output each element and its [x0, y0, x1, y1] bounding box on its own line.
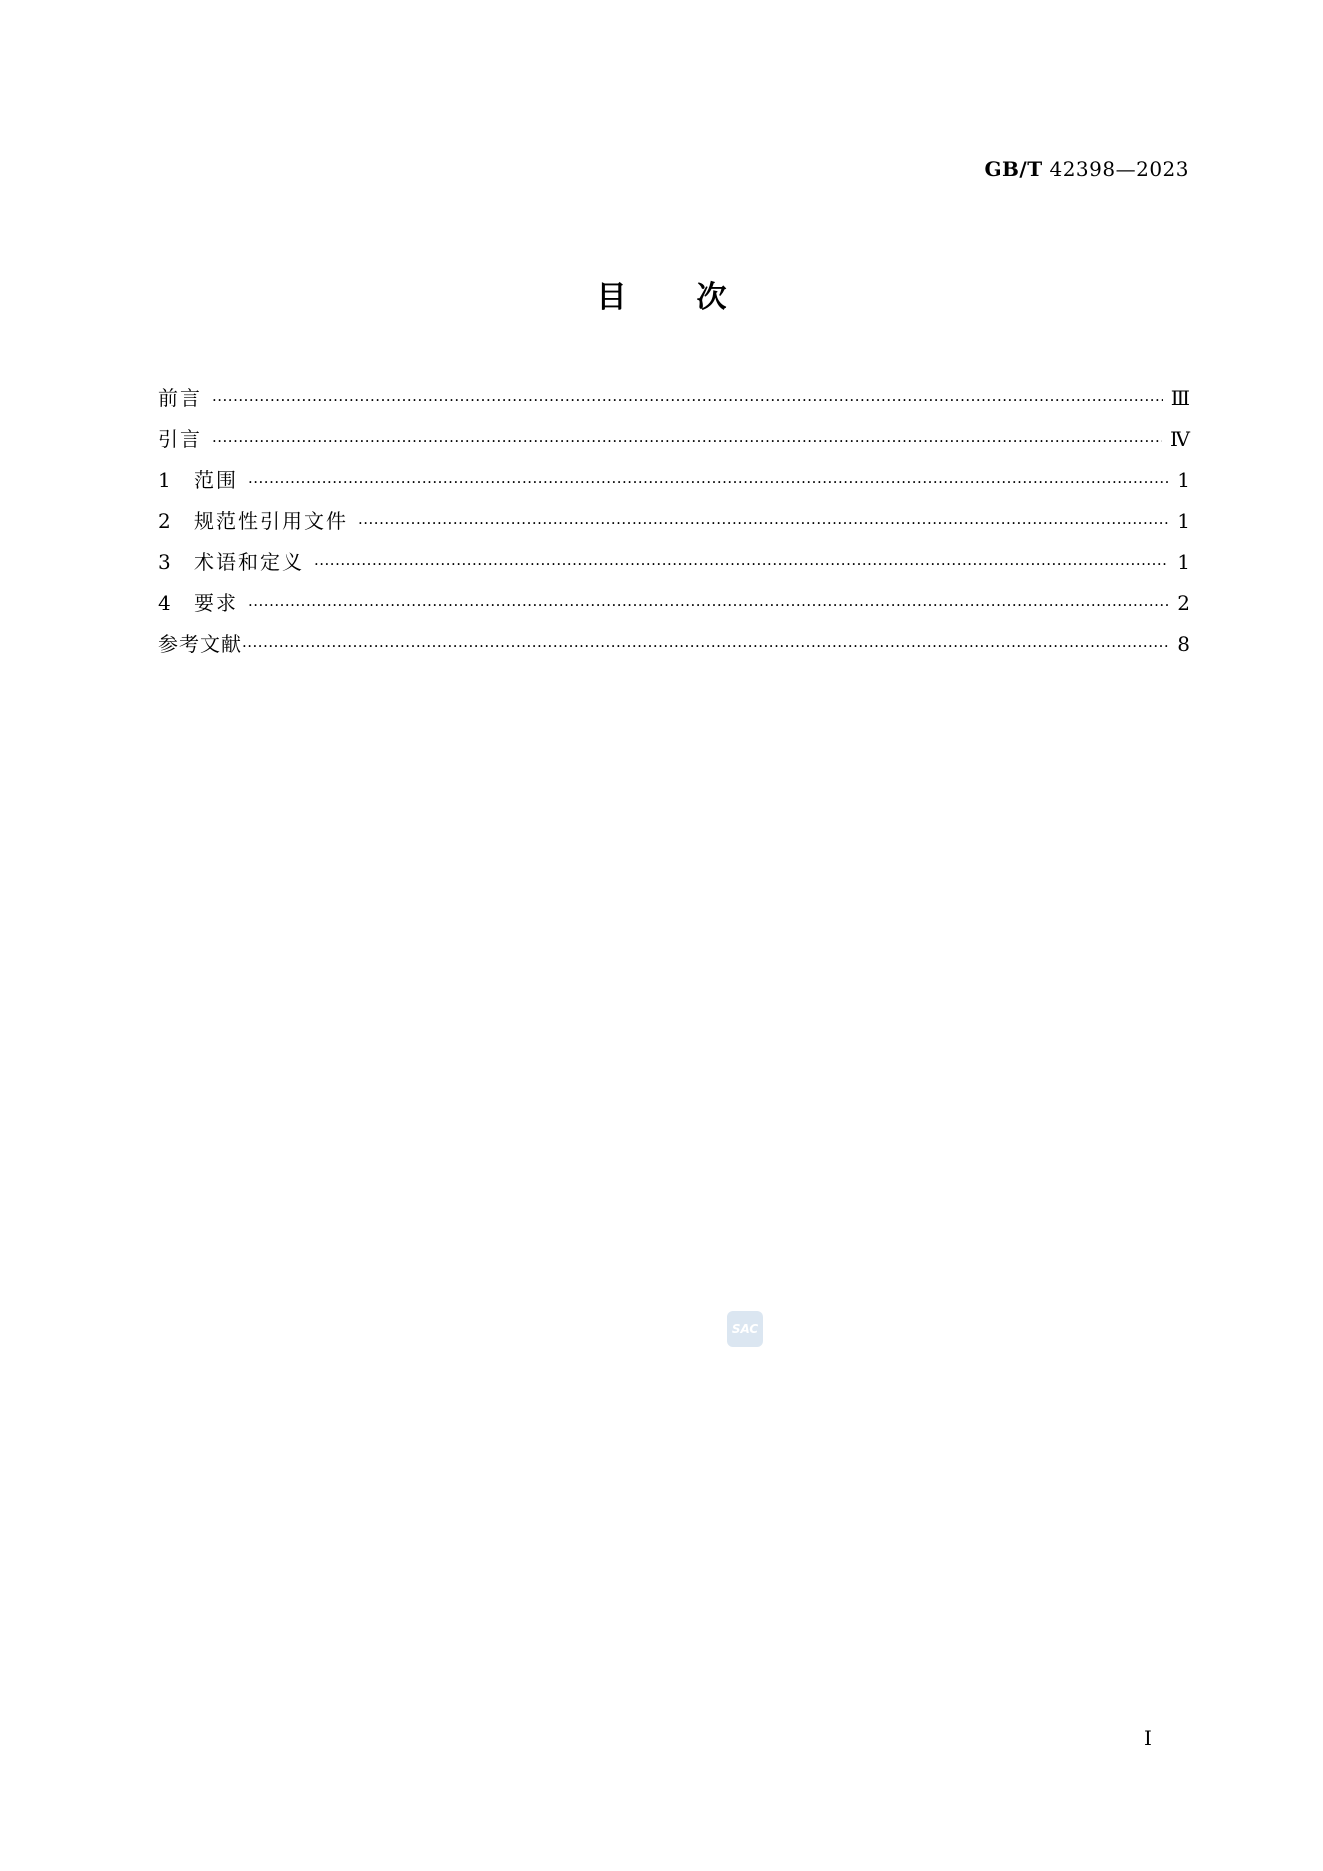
toc-entry-number: 2	[158, 509, 171, 533]
toc-entry-foreword[interactable]	[158, 378, 1190, 419]
toc-entry-scope[interactable]	[158, 460, 1190, 501]
toc-entry-label: 要求	[194, 591, 238, 615]
dot-leader	[358, 503, 1168, 544]
toc-entry-page: Ⅲ	[1170, 386, 1190, 410]
dot-leader	[212, 421, 1162, 462]
toc-entry-label: 引言	[158, 427, 202, 451]
sac-watermark-logo	[727, 1311, 763, 1347]
toc-entry-page: 1	[1177, 550, 1190, 574]
toc-entry-label: 规范性引用文件	[194, 509, 348, 533]
toc-entry-bibliography[interactable]	[158, 624, 1190, 665]
page-number: Ⅰ	[1144, 1726, 1152, 1750]
toc-entry-page: 1	[1177, 468, 1190, 492]
toc-entry-page: Ⅳ	[1170, 427, 1190, 451]
dot-leader	[248, 462, 1168, 503]
watermark-text: SAC	[731, 1322, 759, 1336]
toc-entry-introduction[interactable]	[158, 419, 1190, 460]
table-of-contents	[158, 378, 1190, 665]
toc-entry-label: 参考文献	[158, 632, 242, 656]
dot-leader	[212, 380, 1163, 421]
toc-entry-terms-definitions[interactable]	[158, 542, 1190, 583]
toc-entry-label: 前言	[158, 386, 202, 410]
toc-entry-number: 3	[158, 550, 171, 574]
toc-entry-label: 范围	[194, 468, 238, 492]
page-title	[0, 272, 1323, 316]
title-char-2: 次	[696, 280, 727, 315]
dot-leader	[242, 626, 1168, 667]
standard-prefix: GB/T	[984, 157, 1043, 181]
title-char-1: 目	[596, 280, 627, 315]
toc-entry-number: 1	[158, 468, 171, 492]
standard-number: 42398—2023	[1049, 157, 1189, 181]
toc-entry-requirements[interactable]	[158, 583, 1190, 624]
toc-entry-page: 2	[1177, 591, 1190, 615]
toc-entry-normative-references[interactable]	[158, 501, 1190, 542]
toc-entry-number: 4	[158, 591, 171, 615]
standard-code	[984, 157, 1189, 181]
toc-entry-label: 术语和定义	[194, 550, 304, 574]
toc-entry-page: 8	[1177, 632, 1190, 656]
toc-entry-page: 1	[1177, 509, 1190, 533]
dot-leader	[248, 585, 1168, 626]
dot-leader	[314, 544, 1168, 585]
